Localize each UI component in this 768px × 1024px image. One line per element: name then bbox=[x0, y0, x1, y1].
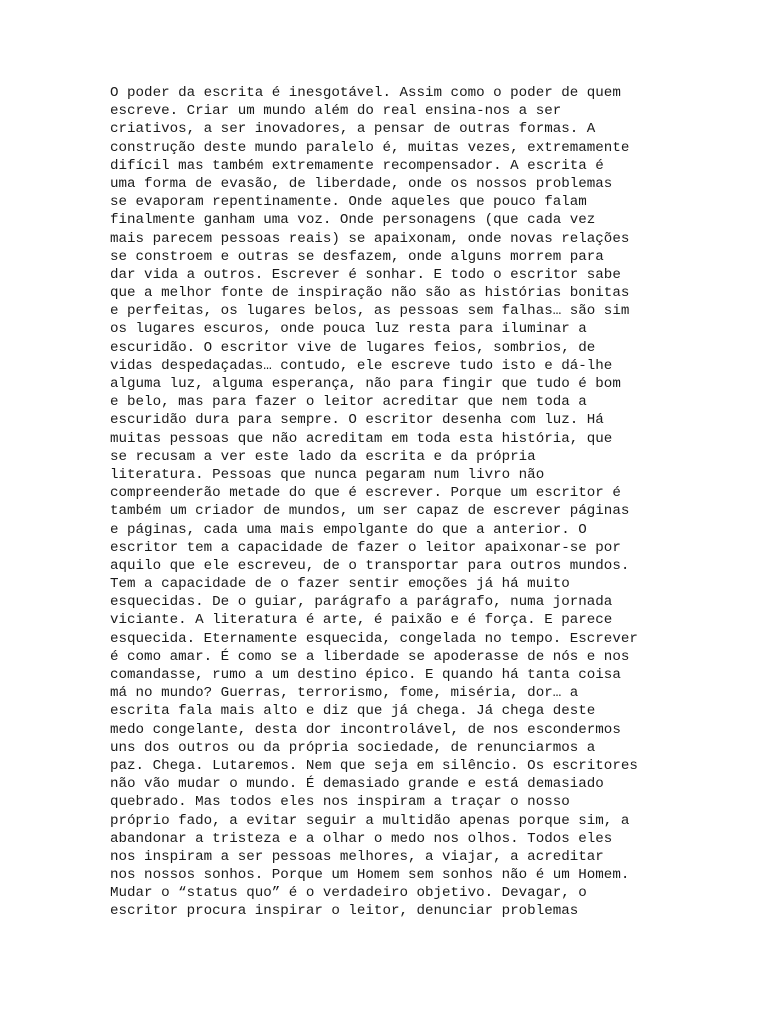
text-line: escrita fala mais alto e diz que já chega. Já chega deste bbox=[110, 703, 596, 720]
text-line: paz. Chega. Lutaremos. Nem que seja em silêncio. Os escritores bbox=[110, 757, 638, 774]
text-line: nos nossos sonhos. Porque um Homem sem sonhos não é um Homem. bbox=[110, 867, 630, 884]
text-line: criativos, a ser inovadores, a pensar de outras formas. A bbox=[110, 121, 596, 138]
text-line: Mudar o “status quo” é o verdadeiro objetivo. Devagar, o bbox=[110, 885, 587, 902]
text-line: má no mundo? Guerras, terrorismo, fome, miséria, dor… a bbox=[110, 685, 579, 702]
text-line: uns dos outros ou da própria sociedade, de renunciarmos a bbox=[110, 739, 596, 756]
text-line: finalmente ganham uma voz. Onde personagens (que cada vez bbox=[110, 212, 596, 229]
text-line: dar vida a outros. Escrever é sonhar. E todo o escritor sabe bbox=[110, 266, 621, 283]
text-line: compreenderão metade do que é escrever. Porque um escritor é bbox=[110, 485, 621, 502]
text-line: se evaporam repentinamente. Onde aqueles que pouco falam bbox=[110, 194, 587, 211]
text-line: aquilo que ele escreveu, de o transportar para outros mundos. bbox=[110, 557, 630, 574]
text-line: e belo, mas para fazer o leitor acreditar que nem toda a bbox=[110, 394, 587, 411]
text-line: escritor procura inspirar o leitor, denunciar problemas bbox=[110, 903, 579, 920]
text-line: e perfeitas, os lugares belos, as pessoas sem falhas… são sim bbox=[110, 303, 630, 320]
text-line: literatura. Pessoas que nunca pegaram num livro não bbox=[110, 466, 545, 483]
text-line: também um criador de mundos, um ser capaz de escrever páginas bbox=[110, 503, 630, 520]
text-line: não vão mudar o mundo. É demasiado grande e está demasiado bbox=[110, 776, 604, 793]
text-line: construção deste mundo paralelo é, muitas vezes, extremamente bbox=[110, 139, 630, 156]
text-line: escritor tem a capacidade de fazer o leitor apaixonar-se por bbox=[110, 539, 621, 556]
text-line: os lugares escuros, onde pouca luz resta para iluminar a bbox=[110, 321, 587, 338]
text-line: esquecida. Eternamente esquecida, congelada no tempo. Escrever bbox=[110, 630, 638, 647]
text-line: é como amar. É como se a liberdade se apoderasse de nós e nos bbox=[110, 648, 630, 665]
text-line: muitas pessoas que não acreditam em toda esta história, que bbox=[110, 430, 613, 447]
body-text bbox=[110, 84, 670, 921]
text-line: difícil mas também extremamente recompensador. A escrita é bbox=[110, 157, 604, 174]
text-line: viciante. A literatura é arte, é paixão e é força. E parece bbox=[110, 612, 613, 629]
text-line: alguma luz, alguma esperança, não para fingir que tudo é bom bbox=[110, 376, 621, 392]
text-line: uma forma de evasão, de liberdade, onde os nossos problemas bbox=[110, 175, 613, 192]
text-line: mais parecem pessoas reais) se apaixonam, onde novas relações bbox=[110, 230, 630, 247]
text-line: Tem a capacidade de o fazer sentir emoções já há muito bbox=[110, 576, 570, 593]
text-line: esquecidas. De o guiar, parágrafo a parágrafo, numa jornada bbox=[110, 594, 613, 611]
text-line: se recusam a ver este lado da escrita e da própria bbox=[110, 448, 536, 465]
text-line: escreve. Criar um mundo além do real ensina-nos a ser bbox=[110, 103, 562, 120]
text-line: próprio fado, a evitar seguir a multidão apenas porque sim, a bbox=[110, 812, 630, 829]
text-line: e páginas, cada uma mais empolgante do que a anterior. O bbox=[110, 521, 587, 538]
text-line: quebrado. Mas todos eles nos inspiram a traçar o nosso bbox=[110, 794, 570, 811]
text-line: vidas despedaçadas… contudo, ele escreve tudo isto e dá-lhe bbox=[110, 357, 613, 374]
text-line: se constroem e outras se desfazem, onde alguns morrem para bbox=[110, 248, 604, 265]
text-line: comandasse, rumo a um destino épico. E quando há tanta coisa bbox=[110, 667, 621, 683]
text-line: abandonar a tristeza e a olhar o medo nos olhos. Todos eles bbox=[110, 830, 613, 847]
text-line: escuridão dura para sempre. O escritor desenha com luz. Há bbox=[110, 412, 604, 429]
text-line: escuridão. O escritor vive de lugares feios, sombrios, de bbox=[110, 339, 596, 356]
text-line: que a melhor fonte de inspiração não são as histórias bonitas bbox=[110, 285, 630, 302]
text-line: medo congelante, desta dor incontrolável, de nos escondermos bbox=[110, 721, 621, 738]
text-line: nos inspiram a ser pessoas melhores, a viajar, a acreditar bbox=[110, 848, 604, 865]
text-line: O poder da escrita é inesgotável. Assim como o poder de quem bbox=[110, 85, 621, 101]
